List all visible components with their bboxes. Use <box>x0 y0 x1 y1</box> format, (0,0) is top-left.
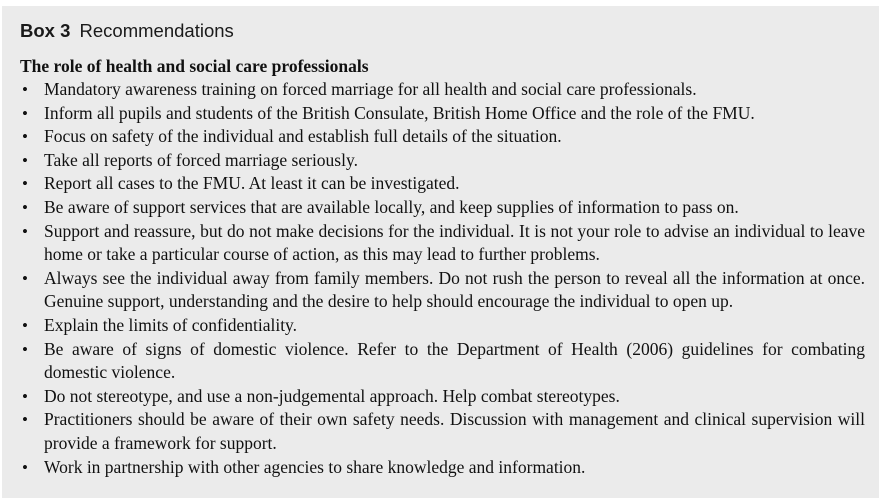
bullet-icon: • <box>22 197 28 217</box>
box-heading <box>20 19 865 43</box>
list-item <box>20 102 865 126</box>
list-item <box>20 78 865 102</box>
box-title: Recommendations <box>79 20 234 41</box>
bullet-icon: • <box>22 80 28 99</box>
list-item <box>20 408 865 455</box>
list-item-text: Inform all pupils and students of the British Consulate, British Home Office and the role of the FMU. <box>44 102 755 123</box>
recommendations-box <box>2 6 879 498</box>
list-item-text: Support and reassure, but do not make decisions for the individual. It is not your role to advise an individual to leave home or take a particular course of action, as this may lead to further problems. <box>44 220 865 265</box>
list-item <box>20 172 865 196</box>
list-item-text: Focus on safety of the individual and establish full details of the situation. <box>44 126 562 147</box>
list-item <box>20 314 865 338</box>
list-item <box>20 456 865 480</box>
bullet-icon: • <box>22 386 28 406</box>
list-item-text: Be aware of signs of domestic violence. Refer to the Department of Health (2006) guidelines for combating domestic violence. <box>44 338 865 383</box>
list-item <box>20 267 865 314</box>
list-item-text: Be aware of support services that are available locally, and keep supplies of information to pass on. <box>44 196 739 217</box>
list-item-text: Explain the limits of confidentiality. <box>44 314 298 335</box>
list-item <box>20 149 865 173</box>
list-item-text: Take all reports of forced marriage seriously. <box>44 149 358 170</box>
bullet-icon: • <box>22 315 28 335</box>
list-item <box>20 338 865 385</box>
list-item-text: Do not stereotype, and use a non-judgemental approach. Help combat stereotypes. <box>44 385 620 406</box>
bullet-icon: • <box>22 221 28 241</box>
bullet-icon: • <box>22 127 28 147</box>
recommendations-list <box>20 78 865 479</box>
bullet-icon: • <box>22 457 28 477</box>
list-item-text: Work in partnership with other agencies to share knowledge and information. <box>44 456 586 477</box>
bullet-icon: • <box>22 268 28 288</box>
box-label: Box 3 <box>20 20 71 41</box>
list-item-text: Mandatory awareness training on forced marriage for all health and social care professionals. <box>44 79 697 99</box>
bullet-icon: • <box>22 410 28 430</box>
list-item <box>20 220 865 267</box>
bullet-icon: • <box>22 339 28 359</box>
section-heading: The role of health and social care professionals <box>20 56 369 76</box>
list-item-text: Always see the individual away from family members. Do not rush the person to reveal all the information at once. Genuine support, understanding and the desire to help should encourage the individual to open up. <box>44 267 865 312</box>
list-item <box>20 196 865 220</box>
list-item-text: Practitioners should be aware of their own safety needs. Discussion with management and clinical supervision will provide a framework for support. <box>44 409 865 453</box>
list-item <box>20 125 865 149</box>
bullet-icon: • <box>22 150 28 170</box>
list-item <box>20 385 865 409</box>
bullet-icon: • <box>22 103 28 123</box>
bullet-icon: • <box>22 174 28 194</box>
list-item-text: Report all cases to the FMU. At least it can be investigated. <box>44 173 460 194</box>
